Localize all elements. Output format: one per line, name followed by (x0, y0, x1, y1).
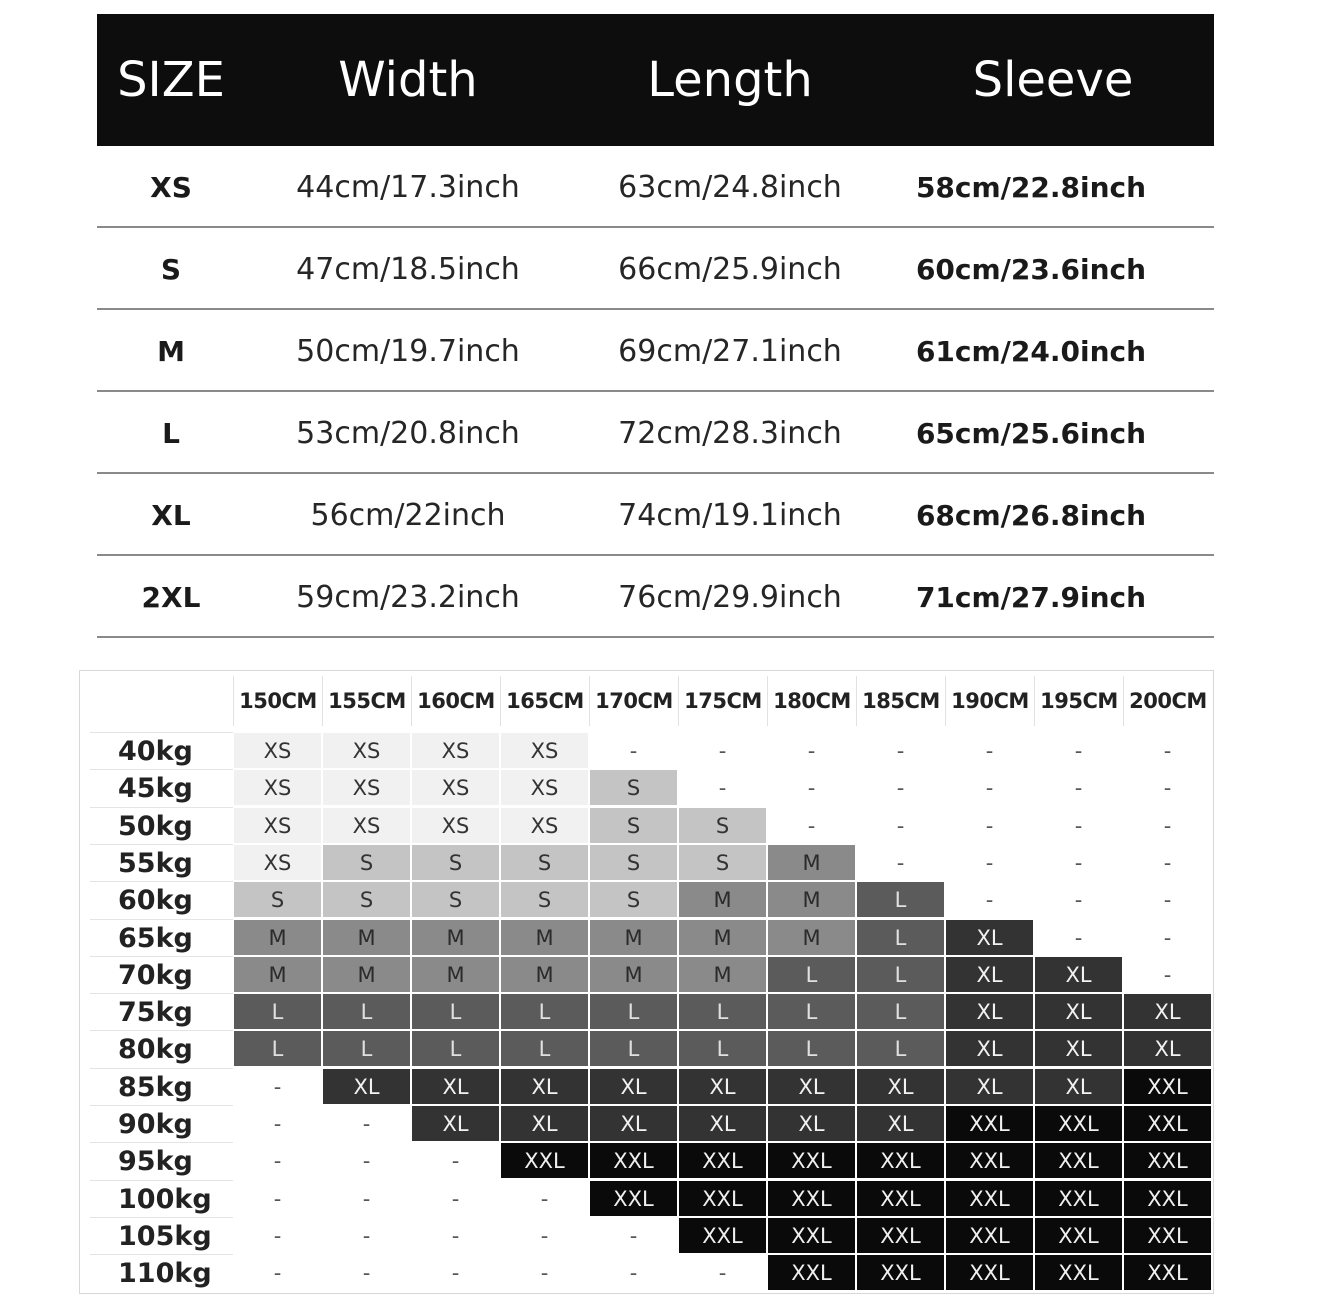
size-row (97, 474, 1214, 556)
size-cell: - (1123, 956, 1212, 993)
size-cell: - (500, 1180, 589, 1217)
size-cell: XL (411, 1068, 500, 1105)
size-cell: S (500, 881, 589, 918)
size-cell: XL (1034, 956, 1123, 993)
size-row-length: 72cm/28.3inch (618, 416, 842, 451)
size-cell: XL (500, 1105, 589, 1142)
size-cell: - (322, 1254, 411, 1291)
size-cell: - (856, 769, 945, 806)
size-cell: L (500, 1030, 589, 1067)
size-cell: - (1123, 807, 1212, 844)
size-cell: XXL (1034, 1105, 1123, 1142)
size-table-body (97, 146, 1214, 638)
size-cell: L (767, 1030, 856, 1067)
size-cell: L (322, 1030, 411, 1067)
size-cell: - (678, 769, 767, 806)
size-cell: XXL (1034, 1180, 1123, 1217)
weight-label: 75kg (90, 993, 233, 1030)
size-row-size: M (157, 335, 185, 368)
size-row-size: XS (150, 171, 192, 204)
size-cell: L (678, 993, 767, 1030)
size-cell: - (233, 1217, 322, 1254)
size-cell: XS (233, 769, 322, 806)
size-row (97, 310, 1214, 392)
size-cell: S (411, 881, 500, 918)
size-cell: L (233, 1030, 322, 1067)
size-cell: - (1123, 769, 1212, 806)
size-cell: - (945, 881, 1034, 918)
size-cell: XXL (678, 1142, 767, 1179)
size-cell: - (1034, 732, 1123, 769)
size-cell: - (767, 732, 856, 769)
size-cell: - (767, 769, 856, 806)
weight-label: 55kg (90, 844, 233, 881)
size-cell: XL (1123, 993, 1212, 1030)
size-row-width: 56cm/22inch (310, 498, 506, 533)
size-row-sleeve: 71cm/27.9inch (915, 581, 1147, 614)
size-row-sleeve: 61cm/24.0inch (915, 335, 1147, 368)
size-cell: - (500, 1217, 589, 1254)
size-cell: - (233, 1142, 322, 1179)
size-cell: - (1034, 919, 1123, 956)
size-cell: XXL (945, 1105, 1034, 1142)
size-row-width: 47cm/18.5inch (296, 252, 520, 287)
size-cell: M (500, 919, 589, 956)
size-cell: - (856, 844, 945, 881)
size-cell: XL (678, 1068, 767, 1105)
weight-label: 65kg (90, 919, 233, 956)
size-cell: - (945, 844, 1034, 881)
size-cell: L (500, 993, 589, 1030)
size-cell: - (767, 807, 856, 844)
size-row-size: 2XL (141, 581, 201, 614)
size-row-length: 63cm/24.8inch (618, 170, 842, 205)
size-cell: - (233, 1068, 322, 1105)
size-cell: - (411, 1142, 500, 1179)
size-cell: XS (322, 732, 411, 769)
size-cell: S (589, 807, 678, 844)
size-cell: XXL (1034, 1217, 1123, 1254)
size-cell: - (411, 1254, 500, 1291)
size-cell: - (1034, 807, 1123, 844)
size-cell: XL (1034, 1068, 1123, 1105)
size-cell: XXL (589, 1180, 678, 1217)
size-cell: XL (589, 1068, 678, 1105)
size-row-size: XL (151, 499, 191, 532)
size-cell: XS (500, 807, 589, 844)
size-cell: L (856, 993, 945, 1030)
size-cell: S (589, 769, 678, 806)
size-cell: XXL (1123, 1068, 1212, 1105)
size-cell: XL (678, 1105, 767, 1142)
size-cell: S (678, 807, 767, 844)
size-cell: S (589, 844, 678, 881)
size-row-size: L (162, 417, 180, 450)
size-cell: XL (856, 1105, 945, 1142)
weight-label: 95kg (90, 1142, 233, 1179)
size-cell: - (945, 807, 1034, 844)
height-label: 155CM (322, 676, 411, 726)
size-cell: - (589, 1217, 678, 1254)
weight-label: 80kg (90, 1030, 233, 1067)
size-cell: XXL (856, 1142, 945, 1179)
size-cell: XL (945, 1030, 1034, 1067)
size-cell: XL (411, 1105, 500, 1142)
header-sleeve: Sleeve (972, 52, 1134, 108)
size-cell: S (589, 881, 678, 918)
size-cell: - (322, 1217, 411, 1254)
size-cell: XL (945, 993, 1034, 1030)
size-cell: S (411, 844, 500, 881)
size-row-length: 66cm/25.9inch (618, 252, 842, 287)
size-cell: L (678, 1030, 767, 1067)
size-cell: S (678, 844, 767, 881)
size-cell: S (322, 844, 411, 881)
weight-label: 70kg (90, 956, 233, 993)
header-width: Width (338, 52, 478, 108)
size-row-width: 59cm/23.2inch (296, 580, 520, 615)
size-cell: - (678, 1254, 767, 1291)
size-cell: - (233, 1254, 322, 1291)
size-cell: S (500, 844, 589, 881)
weight-label: 90kg (90, 1105, 233, 1142)
weight-label: 100kg (90, 1180, 233, 1217)
size-cell: - (233, 1105, 322, 1142)
size-cell: L (856, 919, 945, 956)
size-cell: M (767, 844, 856, 881)
size-cell: XXL (767, 1217, 856, 1254)
weight-label: 110kg (90, 1254, 233, 1291)
size-cell: XS (500, 769, 589, 806)
size-cell: XXL (1034, 1254, 1123, 1291)
height-label: 170CM (589, 676, 678, 726)
size-cell: - (411, 1217, 500, 1254)
size-cell: M (678, 956, 767, 993)
size-cell: XL (945, 919, 1034, 956)
weight-label: 50kg (90, 807, 233, 844)
size-cell: M (589, 956, 678, 993)
size-cell: S (322, 881, 411, 918)
size-cell: - (678, 732, 767, 769)
size-cell: XXL (1123, 1217, 1212, 1254)
size-cell: XXL (1123, 1142, 1212, 1179)
header-size: SIZE (117, 52, 225, 108)
size-cell: XL (767, 1105, 856, 1142)
weight-label: 45kg (90, 769, 233, 806)
size-cell: XS (322, 769, 411, 806)
size-cell: - (322, 1105, 411, 1142)
height-label: 180CM (767, 676, 856, 726)
size-cell: - (1123, 919, 1212, 956)
size-cell: - (945, 769, 1034, 806)
size-cell: - (1123, 844, 1212, 881)
size-row-length: 74cm/19.1inch (618, 498, 842, 533)
size-cell: L (589, 993, 678, 1030)
size-cell: XXL (1123, 1105, 1212, 1142)
size-cell: XL (767, 1068, 856, 1105)
size-cell: - (322, 1180, 411, 1217)
size-cell: XS (322, 807, 411, 844)
size-cell: XXL (1123, 1180, 1212, 1217)
size-cell: XL (945, 1068, 1034, 1105)
size-cell: L (856, 956, 945, 993)
size-cell: - (1123, 881, 1212, 918)
size-row-sleeve: 68cm/26.8inch (915, 499, 1147, 532)
size-cell: XS (233, 807, 322, 844)
size-cell: XL (945, 956, 1034, 993)
size-cell: XS (411, 807, 500, 844)
size-cell: - (500, 1254, 589, 1291)
size-cell: XL (1123, 1030, 1212, 1067)
size-cell: XXL (767, 1142, 856, 1179)
height-label: 190CM (945, 676, 1034, 726)
height-label: 150CM (233, 676, 322, 726)
size-cell: - (1034, 769, 1123, 806)
weight-label: 85kg (90, 1068, 233, 1105)
size-cell: XL (1034, 1030, 1123, 1067)
size-cell: - (1034, 881, 1123, 918)
size-cell: - (856, 807, 945, 844)
size-cell: M (411, 919, 500, 956)
size-row-sleeve: 58cm/22.8inch (915, 171, 1147, 204)
size-cell: - (411, 1180, 500, 1217)
size-cell: XL (500, 1068, 589, 1105)
size-cell: M (233, 956, 322, 993)
height-label: 165CM (500, 676, 589, 726)
size-cell: XL (322, 1068, 411, 1105)
size-row-size: S (160, 253, 182, 286)
size-cell: L (856, 881, 945, 918)
weight-label: 105kg (90, 1217, 233, 1254)
size-cell: XL (856, 1068, 945, 1105)
size-cell: M (500, 956, 589, 993)
weight-label: 60kg (90, 881, 233, 918)
size-cell: - (1034, 844, 1123, 881)
size-row (97, 392, 1214, 474)
height-label: 195CM (1034, 676, 1123, 726)
size-cell: M (767, 881, 856, 918)
size-cell: XXL (856, 1217, 945, 1254)
size-row-width: 53cm/20.8inch (296, 416, 520, 451)
size-cell: XXL (678, 1217, 767, 1254)
size-cell: L (233, 993, 322, 1030)
size-row-length: 76cm/29.9inch (618, 580, 842, 615)
size-cell: XXL (945, 1254, 1034, 1291)
size-cell: M (411, 956, 500, 993)
size-cell: XXL (678, 1180, 767, 1217)
size-table-header (97, 14, 1214, 146)
height-label: 200CM (1123, 676, 1212, 726)
size-row-width: 50cm/19.7inch (296, 334, 520, 369)
size-cell: M (767, 919, 856, 956)
size-cell: M (233, 919, 322, 956)
size-cell: M (322, 919, 411, 956)
height-label: 185CM (856, 676, 945, 726)
size-cell: S (233, 881, 322, 918)
size-cell: XXL (945, 1217, 1034, 1254)
size-cell: XL (1034, 993, 1123, 1030)
size-row-length: 69cm/27.1inch (618, 334, 842, 369)
weight-label: 40kg (90, 732, 233, 769)
size-cell: XXL (856, 1180, 945, 1217)
size-row-sleeve: 60cm/23.6inch (915, 253, 1147, 286)
size-cell: XS (500, 732, 589, 769)
size-cell: XXL (767, 1180, 856, 1217)
size-cell: XXL (1123, 1254, 1212, 1291)
size-cell: XXL (945, 1142, 1034, 1179)
size-row (97, 228, 1214, 310)
size-cell: XS (411, 769, 500, 806)
size-cell: L (856, 1030, 945, 1067)
size-cell: - (589, 1254, 678, 1291)
size-cell: L (767, 993, 856, 1030)
size-cell: L (767, 956, 856, 993)
height-label: 175CM (678, 676, 767, 726)
size-cell: L (589, 1030, 678, 1067)
size-cell: L (322, 993, 411, 1030)
height-label: 160CM (411, 676, 500, 726)
size-row (97, 556, 1214, 638)
size-row (97, 146, 1214, 228)
size-cell: - (589, 732, 678, 769)
size-cell: XS (233, 844, 322, 881)
size-cell: M (322, 956, 411, 993)
size-cell: XXL (589, 1142, 678, 1179)
size-cell: L (411, 993, 500, 1030)
size-cell: - (322, 1142, 411, 1179)
size-cell: XXL (1034, 1142, 1123, 1179)
size-cell: M (678, 919, 767, 956)
size-row-width: 44cm/17.3inch (296, 170, 520, 205)
size-row-sleeve: 65cm/25.6inch (915, 417, 1147, 450)
size-cell: M (589, 919, 678, 956)
size-cell: - (945, 732, 1034, 769)
size-cell: - (233, 1180, 322, 1217)
size-cell: - (856, 732, 945, 769)
size-cell: XXL (767, 1254, 856, 1291)
header-length: Length (647, 52, 813, 108)
size-cell: M (678, 881, 767, 918)
size-cell: - (1123, 732, 1212, 769)
size-cell: XL (589, 1105, 678, 1142)
size-cell: XS (233, 732, 322, 769)
size-cell: XXL (945, 1180, 1034, 1217)
size-cell: XS (411, 732, 500, 769)
size-cell: L (411, 1030, 500, 1067)
size-cell: XXL (500, 1142, 589, 1179)
size-measurement-table (97, 14, 1214, 638)
size-cell: XXL (856, 1254, 945, 1291)
